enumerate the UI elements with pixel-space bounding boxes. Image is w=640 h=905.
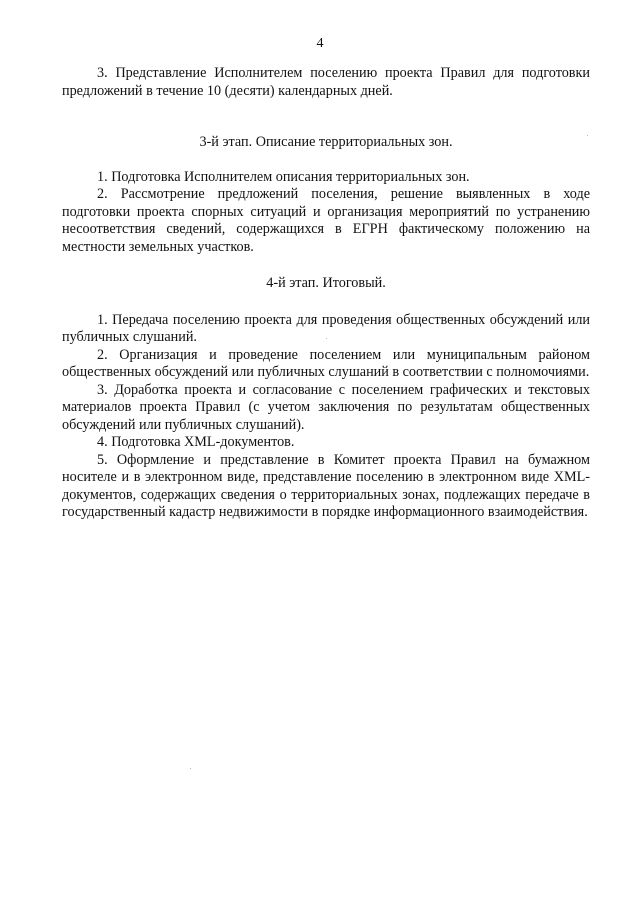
stage4-item-3: 3. Доработка проекта и согласование с поселением графических и текстовых материалов проекта Правил (с учетом заключения по результатам общественных обсуждений или публичных слушаний). — [62, 381, 590, 433]
document-body — [62, 65, 590, 522]
stage4-item-5: 5. Оформление и представление в Комитет проекта Правил на бумажном носителе и в электронном виде, представление поселению в электронном виде XML-документов, содержащих сведения о территориальных зонах, подлежащих передаче в государственный кадастр недвижимости в порядке информационного взаимодействия. — [62, 451, 590, 520]
stage4-item-2: 2. Организация и проведение поселением или муниципальным районом общественных обсуждений или публичных слушаний в соответствии с полномочиями. — [62, 346, 590, 380]
stage3-item-2: 2. Рассмотрение предложений поселения, решение выявленных в ходе подготовки проекта спорных ситуаций и организация мероприятий по устранению несоответствия сведений, содержащихся в ЕГРН фактическому положению на местности земельных участков. — [62, 186, 590, 255]
page-number: 4 — [316, 36, 324, 51]
stage3-item-1: 1. Подготовка Исполнителем описания территориальных зон. — [97, 168, 470, 185]
scan-speck — [190, 768, 191, 769]
stage4-item-1: 1. Передача поселению проекта для проведения общественных обсуждений или публичных слушаний. — [62, 311, 590, 345]
scan-speck — [326, 338, 327, 339]
stage4-item-4: 4. Подготовка XML-документов. — [97, 434, 295, 450]
scan-speck — [587, 135, 588, 136]
stage3-heading: 3-й этап. Описание территориальных зон. — [199, 134, 453, 150]
stage4-heading: 4-й этап. Итоговый. — [266, 275, 386, 291]
stage2-item-3: 3. Представление Исполнителем поселению проекта Правил для подготовки предложений в течение 10 (десяти) календарных дней. — [62, 65, 590, 99]
